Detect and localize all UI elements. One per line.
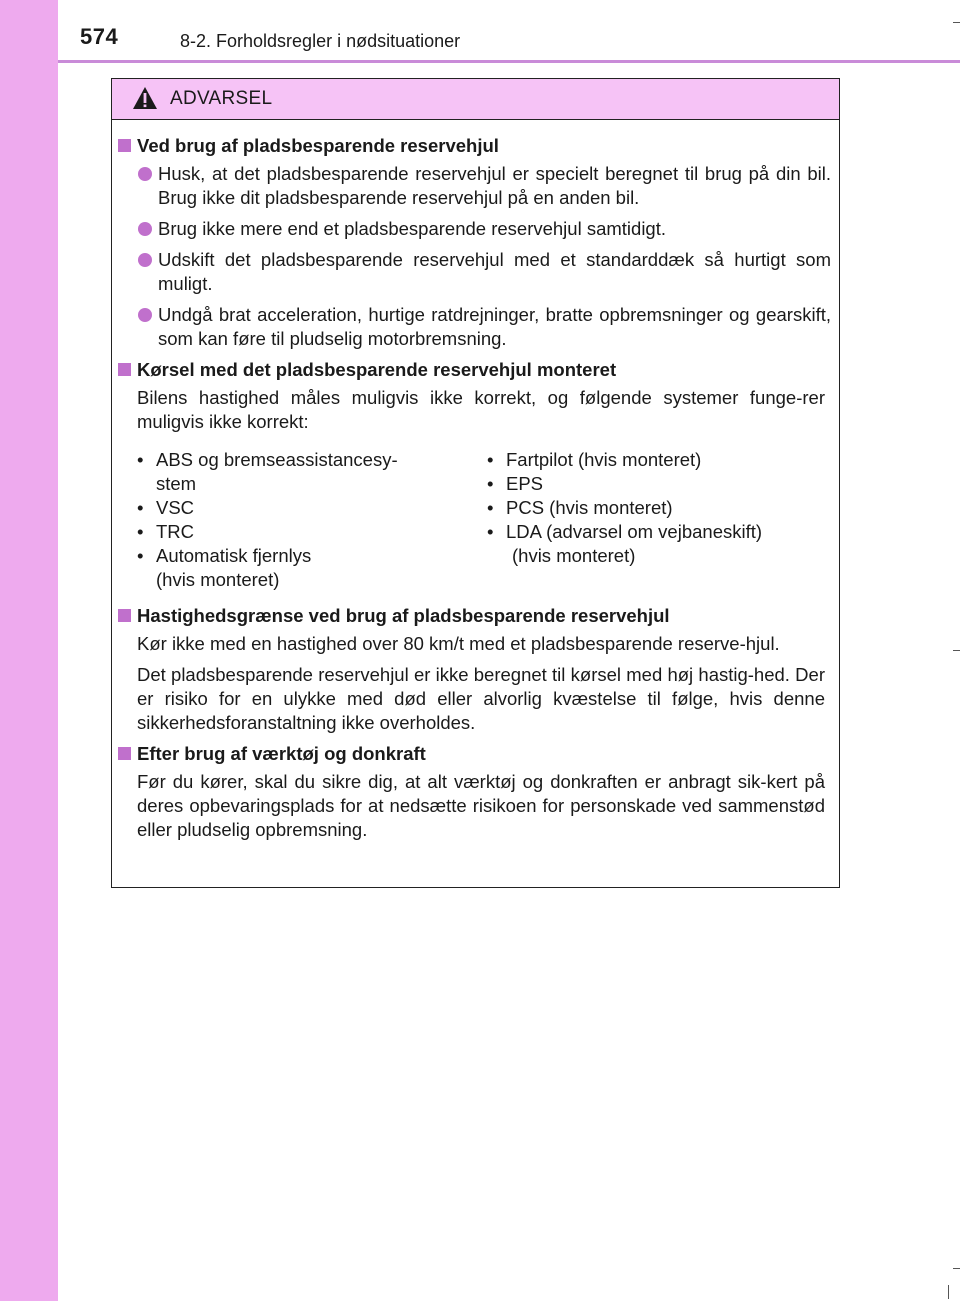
list-item: Undgå brat acceleration, hurtige ratdrejninger, bratte opbremsninger og gearskift, som kan føre til pludselig motorbremsning. (138, 303, 831, 351)
crop-mark (953, 650, 960, 651)
warning-header (112, 79, 839, 120)
section-spare-wheel-use (118, 134, 831, 351)
list-item-continued: (hvis monteret) (512, 545, 636, 566)
round-bullet-icon (138, 253, 152, 267)
list-item: • VSC (137, 497, 195, 518)
warning-triangle-icon (132, 86, 158, 110)
header-rule (58, 60, 960, 63)
systems-list (137, 448, 831, 592)
systems-list-right (487, 448, 827, 592)
section-driving-with-spare (118, 358, 831, 592)
section-after-tools (118, 742, 831, 842)
list-item: • LDA (advarsel om vejbaneskift) (487, 521, 763, 542)
systems-list-left (137, 448, 487, 592)
list-item: • Automatisk fjernlys (137, 545, 312, 566)
square-bullet-icon (118, 747, 131, 760)
square-bullet-icon (118, 363, 131, 376)
list-item: • PCS (hvis monteret) (487, 497, 673, 518)
warning-body (112, 120, 839, 842)
round-bullet-icon (138, 167, 152, 181)
list-item: • ABS og bremseassistancesy- (137, 449, 398, 470)
square-bullet-icon (118, 609, 131, 622)
warning-label: ADVARSEL (170, 88, 273, 109)
paragraph: Før du kører, skal du sikre dig, at alt værktøj og donkraften er anbragt sik-kert på deres opbevaringsplads for at nedsætte risikoen for personskade ved sammenstød eller pludselig opbremsning. (137, 771, 825, 840)
list-item: • TRC (137, 521, 195, 542)
section-heading: Hastighedsgrænse ved brug af pladsbesparende reservehjul (118, 604, 831, 628)
list-item-continued: stem (156, 473, 197, 494)
square-bullet-icon (118, 139, 131, 152)
list-item: • Fartpilot (hvis monteret) (487, 449, 702, 470)
warning-box (111, 78, 840, 888)
section-heading: Efter brug af værktøj og donkraft (118, 742, 831, 766)
paragraph: Det pladsbesparende reservehjul er ikke beregnet til kørsel med høj hastig-hed. Der er risiko for en ulykke med død eller alvorlig kvæstelse til følge, hvis denne sikkerhedsforanstaltning ikke overholdes. (137, 664, 825, 733)
section-heading: Kørsel med det pladsbesparende reservehjul monteret (118, 358, 831, 382)
round-bullet-icon (138, 308, 152, 322)
crop-mark (953, 22, 960, 23)
list-item-continued: (hvis monteret) (156, 569, 280, 590)
section-speed-limit (118, 604, 831, 735)
section-heading: Ved brug af pladsbesparende reservehjul (118, 134, 831, 158)
list-item: Husk, at det pladsbesparende reservehjul er specielt beregnet til brug på din bil. Brug ikke dit pladsbesparende reservehjul på en anden bil. (138, 162, 831, 210)
crop-mark (953, 1268, 960, 1269)
paragraph: Kør ikke med en hastighed over 80 km/t med et pladsbesparende reserve-hjul. (137, 633, 780, 654)
list-item: • EPS (487, 473, 544, 494)
crop-mark (948, 1285, 949, 1299)
list-item: Udskift det pladsbesparende reservehjul med et standarddæk så hurtigt som muligt. (138, 248, 831, 296)
chapter-side-tab (0, 0, 58, 1301)
page-number: 574 (80, 24, 119, 49)
paragraph: Bilens hastighed måles muligvis ikke korrekt, og følgende systemer funge-rer muligvis ikke korrekt: (137, 387, 825, 432)
chapter-title: 8-2. Forholdsregler i nødsituationer (180, 31, 461, 51)
round-bullet-icon (138, 222, 152, 236)
list-item: Brug ikke mere end et pladsbesparende reservehjul samtidigt. (138, 217, 831, 241)
